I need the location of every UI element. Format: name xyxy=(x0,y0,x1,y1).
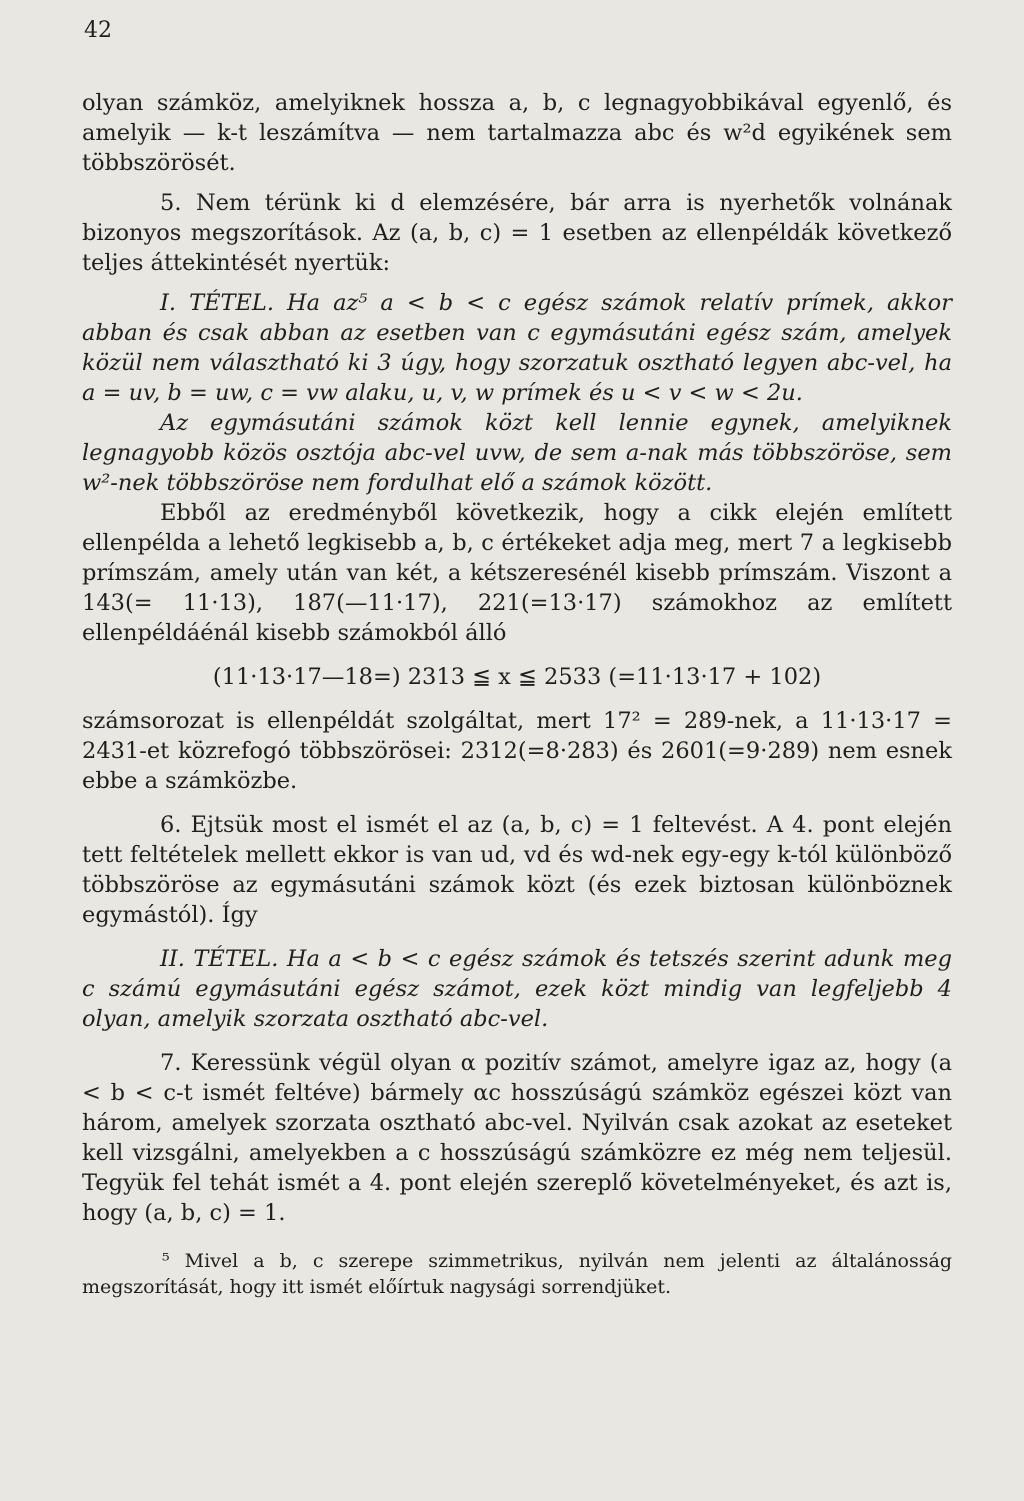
paragraph-section-6: 6. Ejtsük most el ismét el az (a, b, c) = 1 feltevést. A 4. pont elején tett feltételek mellett ekkor is van ud, vd és wd-nek egy-egy k-tól különböző többszöröse az egymásutáni számok közt (és ezek biztosan különböznek egymástól). Így xyxy=(82,812,952,928)
paragraph-section-5: 5. Nem térünk ki d elemzésére, bár arra is nyerhetők volnának bizonyos megszorítások. Az (a, b, c) = 1 esetben az ellenpéldák következő teljes áttekintését nyertük: xyxy=(82,190,952,276)
paragraph-continuation: olyan számköz, amelyiknek hossza a, b, c legnagyobbikával egyenlő, és amelyik — k-t leszámítva — nem tartalmazza abc és w²d egyikének sem többszörösét. xyxy=(82,90,952,176)
theorem-1-remark: Az egymásutáni számok közt kell lennie egynek, amelyiknek legnagyobb közös osztója abc-vel uvw, de sem a-nak más többszöröse, sem w²-nek többszöröse nem fordulhat elő a számok között. xyxy=(82,410,952,496)
paragraph-section-7: 7. Keressünk végül olyan α pozitív számot, amelyre igaz az, hogy (a < b < c-t ismét feltéve) bármely αc hosszúságú számköz egészei közt van három, amelyek szorzata osztható abc-vel. Nyilván csak azokat az eseteket kell vizsgálni, amelyekben a c hosszúságú számközre ez még nem teljesül. Tegyük fel tehát ismét a 4. pont elején szereplő követelményeket, és azt is, hogy (a, b, c) = 1. xyxy=(82,1050,952,1226)
footnote-5: ⁵ Mivel a b, c szerepe szimmetrikus, nyilván nem jelenti az általánosság megszorítását, hogy itt ismét előírtuk nagysági sorrendjüket. xyxy=(82,1250,952,1298)
paragraph-counterexample: Ebből az eredményből következik, hogy a cikk elején említett ellenpélda a lehető legkisebb a, b, c értékeket adja meg, mert 7 a legkisebb prímszám, amely után van két, a kétszeresénél kisebb prímszám. Viszont a 143(= 11·13), 187(—11·17), 221(=13·17) számokhoz az említett ellenpéldáénál kisebb számokból álló xyxy=(82,500,952,646)
theorem-1: I. TÉTEL. Ha az⁵ a < b < c egész számok relatív prímek, akkor abban és csak abban az esetben van c egymásutáni egész szám, amelyek közül nem választható ki 3 úgy, hogy szorzatuk osztható legyen abc-vel, ha a = uv, b = uw, c = vw alaku, u, v, w prímek és u < v < w < 2u. xyxy=(82,290,952,406)
display-formula: (11·13·17—18=) 2313 ≦ x ≦ 2533 (=11·13·17 + 102) xyxy=(212,664,822,690)
theorem-2: II. TÉTEL. Ha a < b < c egész számok és tetszés szerint adunk meg c számú egymásutáni egész számot, ezek közt mindig van legfeljebb 4 olyan, amelyik szorzata osztható abc-vel. xyxy=(82,946,952,1032)
paragraph-sequence: számsorozat is ellenpéldát szolgáltat, mert 17² = 289-nek, a 11·13·17 = 2431-et közrefogó többszörösei: 2312(=8·283) és 2601(=9·289) nem esnek ebbe a számközbe. xyxy=(82,708,952,794)
page-number: 42 xyxy=(84,18,112,43)
